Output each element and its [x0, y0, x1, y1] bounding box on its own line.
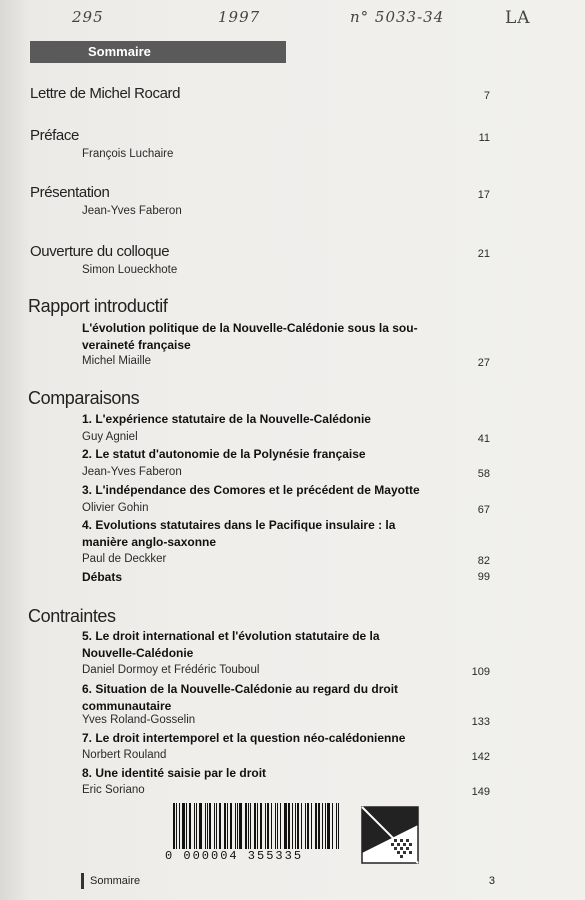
page-number-presentation: 17	[477, 189, 490, 201]
barcode-bar	[207, 803, 208, 849]
section-title-comparaisons: Comparaisons	[28, 388, 140, 408]
barcode-bar	[257, 803, 258, 849]
author-rapport: Michel Miaille	[82, 355, 152, 367]
footer-marker	[81, 873, 84, 889]
barcode-bar	[214, 803, 215, 849]
barcode-bar	[288, 803, 290, 849]
article-title-3: 3. L'indépendance des Comores et le précédent de Mayotte	[82, 483, 420, 497]
article-title-line: 4. Evolutions statutaires dans le Pacifique insulaire : la	[82, 518, 396, 532]
article-title-line: L'évolution politique de la Nouvelle-Calédonie sous la sou-	[82, 321, 418, 335]
page-number-7: 142	[471, 751, 490, 763]
author-2: Jean-Yves Faberon	[82, 466, 182, 478]
barcode-bar	[182, 803, 185, 849]
section-title-ouverture: Ouverture du colloque	[30, 243, 170, 260]
page-number-4: 82	[477, 555, 490, 567]
handwritten-note-left: 295	[72, 8, 104, 26]
article-title-8: 8. Une identité saisie par le droit	[82, 766, 267, 780]
page-number-8: 149	[471, 786, 490, 798]
page-number-preface: 11	[478, 132, 490, 144]
author-7: Norbert Rouland	[82, 749, 167, 761]
author-4: Paul de Deckker	[82, 553, 167, 565]
barcode	[165, 803, 350, 865]
barcode-bar	[186, 803, 187, 849]
section-title-lettre: Lettre de Michel Rocard	[30, 85, 181, 102]
barcode-bar	[227, 803, 228, 849]
barcode-bar	[295, 803, 296, 849]
publisher-logo-icon	[360, 805, 420, 865]
barcode-bar	[325, 803, 326, 849]
article-title-5	[82, 628, 452, 662]
section-title-preface: Préface	[30, 127, 79, 144]
footer-label: Sommaire	[90, 875, 141, 887]
barcode-bar	[305, 803, 306, 849]
author-presentation: Jean-Yves Faberon	[82, 205, 182, 217]
barcode-bar	[292, 803, 293, 849]
footer-page-number: 3	[488, 875, 495, 887]
barcode-bar	[254, 803, 256, 849]
author-3: Olivier Gohin	[82, 502, 149, 514]
author-ouverture: Simon Loueckhote	[82, 264, 178, 276]
barcode-bar	[265, 803, 266, 849]
barcode-bar	[248, 803, 249, 849]
barcode-bar	[173, 803, 175, 849]
page-number-rapport: 27	[477, 357, 490, 369]
section-title-rapport: Rapport introductif	[28, 296, 168, 316]
page-number-3: 67	[477, 504, 490, 516]
article-title-line: veraineté française	[82, 338, 191, 352]
barcode-bar	[250, 803, 251, 849]
page-number-lettre: 7	[483, 90, 490, 102]
page-number-5: 109	[471, 666, 490, 678]
barcode-bar	[332, 803, 333, 849]
barcode-bar	[216, 803, 217, 849]
barcode-bar	[239, 803, 242, 849]
barcode-bars	[173, 803, 341, 849]
barcode-bar	[284, 803, 287, 849]
handwritten-note-ref: n° 5033-34	[350, 8, 445, 26]
barcode-bar	[235, 803, 236, 849]
barcode-bar	[267, 803, 269, 849]
barcode-bar	[315, 803, 317, 849]
barcode-bar	[194, 803, 196, 849]
page-number-ouverture: 21	[477, 248, 490, 260]
page-number-debats: 99	[477, 571, 490, 583]
barcode-bar	[297, 803, 299, 849]
barcode-bar	[237, 803, 238, 849]
barcode-bar	[280, 803, 281, 849]
barcode-bar	[275, 803, 276, 849]
barcode-bar	[336, 803, 338, 849]
article-title-line: 5. Le droit international et l'évolution statutaire de la	[82, 629, 380, 643]
barcode-bar	[260, 803, 263, 849]
article-title-6	[82, 681, 452, 715]
barcode-bar	[327, 803, 330, 849]
article-title-1: 1. L'expérience statutaire de la Nouvelle-Calédonie	[82, 412, 371, 426]
article-title-7: 7. Le droit intertemporel et la question néo-calédonienne	[82, 731, 406, 745]
article-title-rapport	[82, 320, 452, 354]
barcode-bar	[301, 803, 302, 849]
section-title-contraintes: Contraintes	[28, 606, 116, 626]
author-preface: François Luchaire	[82, 148, 174, 160]
author-8: Eric Soriano	[82, 784, 145, 796]
barcode-number: 0 000004 355335	[165, 849, 304, 863]
article-title-4	[82, 517, 452, 551]
barcode-bar	[277, 803, 279, 849]
barcode-bar	[318, 803, 320, 849]
page-number-6: 133	[471, 716, 490, 728]
section-title-presentation: Présentation	[30, 184, 110, 201]
barcode-bar	[311, 803, 312, 849]
barcode-bar	[271, 803, 272, 849]
author-1: Guy Agniel	[82, 431, 138, 443]
debats-title: Débats	[82, 570, 123, 584]
author-6: Yves Roland-Gosselin	[82, 714, 196, 726]
barcode-bar	[196, 803, 197, 849]
page-title-banner: Sommaire	[30, 41, 286, 63]
article-title-line: 6. Situation de la Nouvelle-Calédonie au regard du droit	[82, 682, 399, 696]
barcode-bar	[189, 803, 191, 849]
page-number-1: 41	[477, 433, 490, 445]
barcode-bar	[245, 803, 247, 849]
page-number-2: 58	[477, 468, 490, 480]
barcode-bar	[179, 803, 180, 849]
barcode-bar	[199, 803, 202, 849]
barcode-bar	[230, 803, 232, 849]
article-title-2: 2. Le statut d'autonomie de la Polynésie française	[82, 447, 366, 461]
barcode-bar	[209, 803, 211, 849]
handwritten-note-year: 1997	[218, 8, 261, 26]
barcode-bar	[219, 803, 221, 849]
article-title-line: Nouvelle-Calédonie	[82, 646, 194, 660]
handwritten-note-corner: LA	[505, 8, 531, 28]
article-title-line: communautaire	[82, 699, 172, 713]
barcode-bar	[322, 803, 323, 849]
article-title-line: manière anglo-saxonne	[82, 535, 217, 549]
author-5: Daniel Dormoy et Frédéric Touboul	[82, 664, 260, 676]
barcode-bar	[338, 803, 339, 849]
barcode-bar	[224, 803, 227, 849]
barcode-bar	[307, 803, 310, 849]
barcode-bar	[176, 803, 177, 849]
barcode-bar	[205, 803, 206, 849]
